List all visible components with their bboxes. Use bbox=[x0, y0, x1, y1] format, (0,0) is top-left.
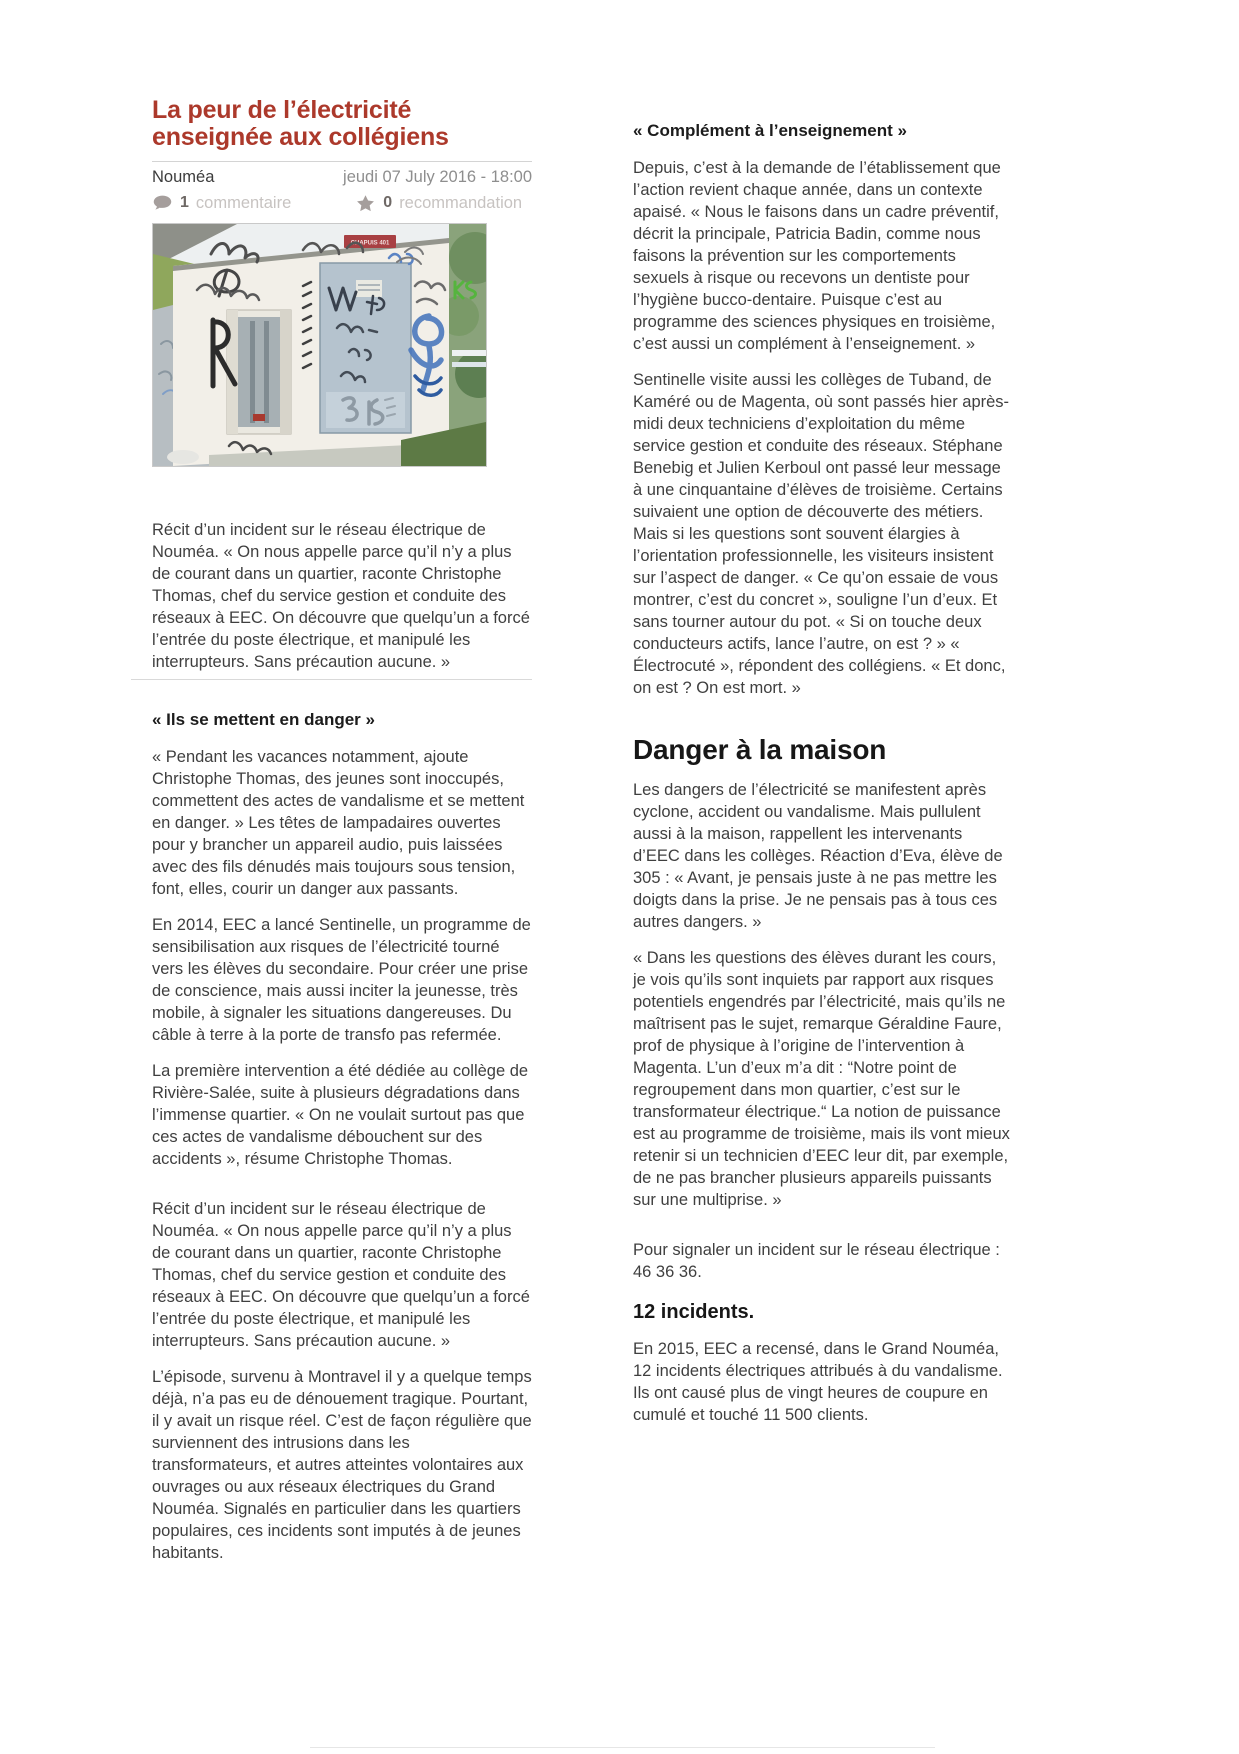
title-divider bbox=[152, 161, 532, 162]
paragraph: Récit d’un incident sur le réseau électrique de Nouméa. « On nous appelle parce qu’il n’y a plus de courant dans un quartier, raconte Christophe Thomas, chef du service gestion et conduite des réseaux à EEC. On découvre que quelqu’un a forcé l’entrée du poste électrique, et manipulé les interrupteurs. Sans précaution aucune. » bbox=[152, 1200, 530, 1350]
paragraph: Les dangers de l’électricité se manifestent après cyclone, accident ou vandalisme. Mais pullulent aussi à la maison, rappellent les intervenants d’EEC dans les collèges. Réaction d’Eva, élève de 305 : « Avant, je pensais juste à ne pas mettre les doigts dans la prise. Je ne pensais pas à tous ces autres dangers. » bbox=[633, 781, 1003, 931]
recommend-count: 0 bbox=[383, 194, 393, 211]
comment-label: commentaire bbox=[195, 193, 292, 212]
photo-door bbox=[320, 263, 411, 433]
location-label: Nouméa bbox=[152, 168, 215, 186]
paragraph: La première intervention a été dédiée au collège de Rivière-Salée, suite à plusieurs dégradations dans l’immense quartier. « On ne voulait surtout pas que ces actes de vandalisme débouchent sur des accidents », résume Christophe Thomas. bbox=[152, 1062, 529, 1168]
article-title: La peur de l’électricité enseignée aux collégiens bbox=[152, 96, 449, 151]
page-bottom-divider bbox=[310, 1747, 935, 1748]
recommend-label: recommandation bbox=[399, 193, 523, 212]
paragraph: « Dans les questions des élèves durant les cours, je vois qu’ils sont inquiets par rapport aux risques potentiels engendrés par l’électricité, mais qu’ils ne maîtrisent pas le sujet, remarque Géraldine Faure, prof de physique à l’origine de l’intervention à Magenta. L’un d’eux m’a dit : “Notre point de regroupement dans mon quartier, c’est sur le transformateur électrique.“ La notion de puissance est au programme de troisième, mais ils vont mieux retenir si un technicien d’EEC leur dit, par exemple, de ne pas brancher plusieurs appareils puissants sur une multiprise. » bbox=[633, 949, 1010, 1209]
recommend-meta bbox=[355, 193, 522, 214]
paragraph: En 2015, EEC a recensé, dans le Grand Nouméa, 12 incidents électriques attribués à du vandalisme. Ils ont causé plus de vingt heures de coupure en cumulé et touché 11 500 clients. bbox=[633, 1340, 1003, 1424]
paragraph: Sentinelle visite aussi les collèges de Tuband, de Kaméré ou de Magenta, où sont passés hier après-midi deux techniciens d’exploitation du même service gestion et conduite des réseaux. Stéphane Benebig et Julien Kerboul ont passé leur message à une cinquantaine d’élèves de troisième. Certains suivaient une option de découverte des métiers. Mais si les questions sont souvent élargies à l’orientation professionnelle, les visiteurs insistent sur l’aspect de danger. « Ce qu’on essaie de vous montrer, c’est du concret », souligne l’un d’eux. Et sans tourner autour du pot. « Si on touche deux conducteurs actifs, lance l’autre, on est ? » « Électrocuté », répondent des collégiens. « Et donc, on est ? On est mort. » bbox=[633, 371, 1010, 697]
comment-count: 1 bbox=[180, 194, 189, 211]
article-photo bbox=[152, 223, 487, 467]
left-column bbox=[152, 97, 532, 1578]
paragraph: Depuis, c’est à la demande de l’établissement que l’action revient chaque année, dans un contexte apaisé. « Nous le faisons dans un cadre préventif, décrit la principale, Patricia Badin, comme nous faisons la prévention sur les comportements sexuels à risque ou recevons un dentiste pour l’hygiène bucco-dentaire. Puisque c’est au programme des sciences physiques en troisième, c’est aussi un complément à l’enseignement. » bbox=[633, 159, 1001, 353]
paragraph-signal-incident: Pour signaler un incident sur le réseau électrique : 46 36 36. bbox=[633, 1241, 1000, 1281]
photo-cabinet bbox=[227, 310, 291, 434]
section-heading-danger-a-la-maison: Danger à la maison bbox=[633, 734, 887, 765]
paragraph: L’épisode, survenu à Montravel il y a quelque temps déjà, n’a pas eu de dénouement tragique. Pourtant, il y avait un risque réel. C’est de façon régulière que surviennent des intrusions dans les transformateurs, et autres atteintes volontaires aux ouvrages ou aux réseaux électriques du Grand Nouméa. Signalés en particulier dans les quartiers populaires, ces incidents sont imputés à de jeunes habitants. bbox=[152, 1368, 532, 1562]
substation-photo-illustration bbox=[153, 224, 486, 466]
right-column bbox=[633, 121, 1013, 1440]
photo-sign-text: CHAPUIS 401 bbox=[350, 240, 390, 247]
section-divider bbox=[131, 679, 532, 680]
comment-bubble-icon bbox=[152, 193, 173, 214]
date-label: jeudi 07 July 2016 - 18:00 bbox=[343, 168, 532, 186]
subheading-complement-enseignement: « Complément à l’enseignement » bbox=[633, 121, 907, 140]
subheading-12-incidents: 12 incidents. bbox=[633, 1301, 755, 1323]
subheading-ils-se-mettent-en-danger: « Ils se mettent en danger » bbox=[152, 710, 375, 729]
star-icon bbox=[355, 193, 376, 214]
photo-sign bbox=[344, 235, 396, 248]
meta-row bbox=[152, 191, 532, 215]
paragraph: Récit d’un incident sur le réseau électrique de Nouméa. « On nous appelle parce qu’il n’y a plus de courant dans un quartier, raconte Christophe Thomas, chef du service gestion et conduite des réseaux à EEC. On découvre que quelqu’un a forcé l’entrée du poste électrique, et manipulé les interrupteurs. Sans précaution aucune. » bbox=[152, 521, 530, 671]
byline-row bbox=[152, 168, 532, 187]
comments-meta bbox=[152, 193, 291, 214]
paragraph: « Pendant les vacances notamment, ajoute Christophe Thomas, des jeunes sont inoccupés, commettent des actes de vandalisme et se mettent en danger. » Les têtes de lampadaires ouvertes pour y brancher un appareil audio, puis laissées avec des fils dénudés mais toujours sous tension, font, elles, courir un danger aux passants. bbox=[152, 748, 525, 898]
paragraph: En 2014, EEC a lancé Sentinelle, un programme de sensibilisation aux risques de l’électricité tourné vers les élèves du secondaire. Pour créer une prise de conscience, mais aussi inciter la jeunesse, très mobile, à signaler les situations dangereuses. Du câble à terre à la porte de transfo pas refermée. bbox=[152, 916, 531, 1044]
